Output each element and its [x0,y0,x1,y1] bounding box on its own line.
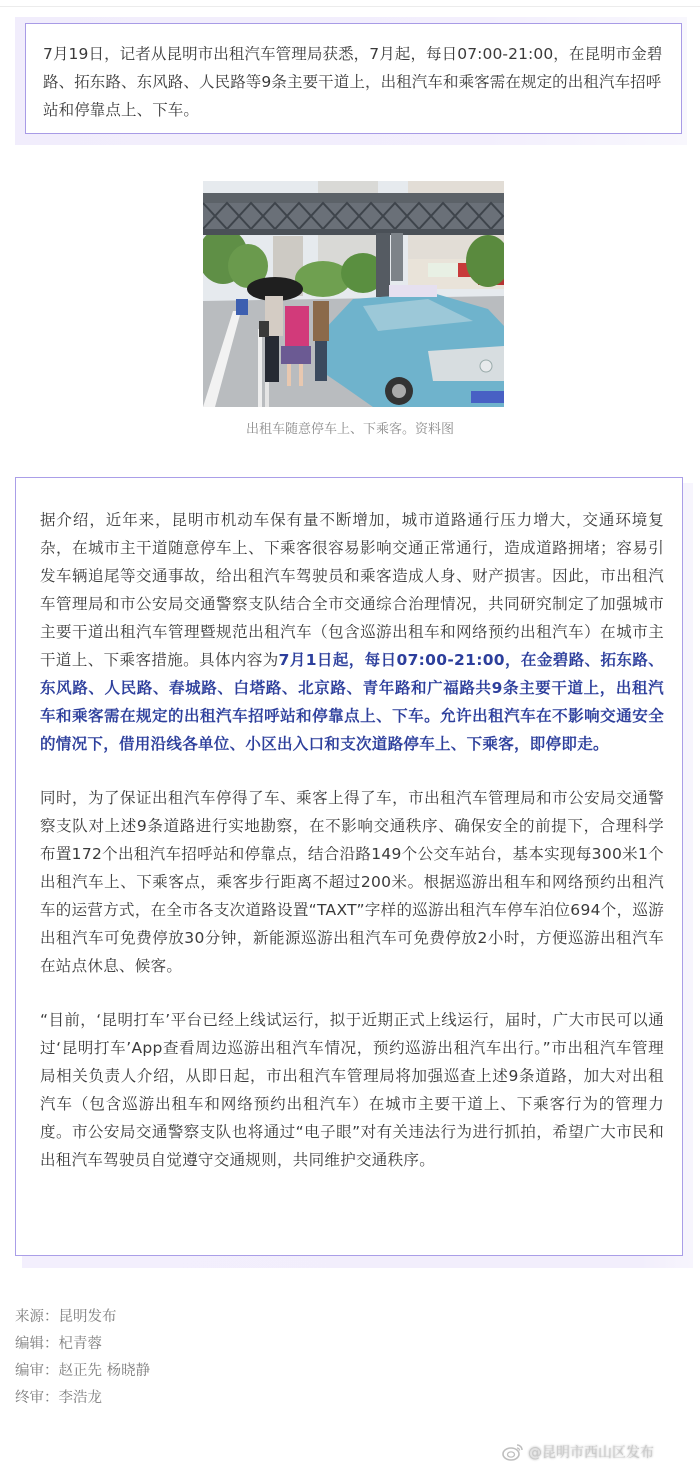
weibo-icon [502,1443,524,1461]
credit-source: 来源：昆明发布 [15,1309,117,1325]
credit-editor: 编辑：杞青蓉 [15,1336,102,1352]
lead-summary-text: 7月19日，记者从昆明市出租汽车管理局获悉，7月起，每日07:00-21:00，在昆明市金碧路、拓东路、东风路、人民路等9条主要干道上，出租汽车和乘客需在规定的出租汽车招呼站和停靠点上、下车。 [43,45,663,119]
weibo-watermark [502,1442,654,1462]
article-photo [203,181,504,407]
watermark-text: @昆明市西山区发布 [528,1445,654,1461]
article-credits [15,1304,150,1412]
top-divider [0,6,700,7]
lead-summary-box [25,23,682,134]
photo-caption: 出租车随意停车上、下乘客。资料图 [245,422,454,437]
credit-final-reviewer: 终审：李浩龙 [15,1390,102,1406]
article-body-box [15,477,683,1256]
paragraph-1-highlight: 7月1日起，每日07:00-21:00，在金碧路、拓东路、东风路、人民路、春城路、白塔路、北京路、青年路和广福路共9条主要干道上，出租汽车和乘客需在规定的出租汽车招呼站和停靠点上、下车。允许出租汽车在不影响交通安全的情况下，借用沿线各单位、小区出入口和支次道路停车上、下乘客，即停即走。 [40,651,664,753]
article-paragraph-3: “目前，‘昆明打车’平台已经上线试运行，拟于近期正式上线运行，届时，广大市民可以通过‘昆明打车’App查看周边巡游出租汽车情况，预约巡游出租汽车出行。”市出租汽车管理局相关负责人介绍，从即日起，市出租汽车管理局将加强巡查上述9条道路，加大对出租汽车（包含巡游出租车和网络预约出租汽车）在城市主要干道上、下乘客行为的管理力度。市公安局交通警察支队也将通过“电子眼”对有关违法行为进行抓拍，希望广大市民和出租汽车驾驶员自觉遵守交通规则，共同维护交通秩序。 [40,1011,664,1169]
article-paragraph-1 [40,506,664,758]
article-paragraph-2: 同时，为了保证出租汽车停得了车、乘客上得了车，市出租汽车管理局和市公安局交通警察支队对上述9条道路进行实地勘察，在不影响交通秩序、确保安全的前提下，合理科学布置172个出租汽车招呼站和停靠点，结合沿路149个公交车站台，基本实现每300米1个出租汽车上、下乘客点，乘客步行距离不超过200米。根据巡游出租车和网络预约出租汽车的运营方式，在全市各支次道路设置“TAXT”字样的巡游出租汽车停车泊位694个，巡游出租汽车可免费停放30分钟，新能源巡游出租汽车可免费停放2小时，方便巡游出租汽车在站点休息、候客。 [40,789,664,975]
paragraph-1-text: 据介绍，近年来，昆明市机动车保有量不断增加，城市道路通行压力增大，交通环境复杂，在城市主干道随意停车上、下乘客很容易影响交通正常通行，造成道路拥堵；容易引发车辆追尾等交通事故，给出租汽车驾驶员和乘客造成人身、财产损害。因此，市出租汽车管理局和市公安局交通警察支队结合全市交通综合治理情况，共同研究制定了加强城市主要干道出租汽车管理暨规范出租汽车（包含巡游出租车和网络预约出租汽车）在城市主干道上、下乘客措施。具体内容为 [40,511,664,669]
credit-reviewer: 编审：赵正先 杨晓静 [15,1363,151,1379]
